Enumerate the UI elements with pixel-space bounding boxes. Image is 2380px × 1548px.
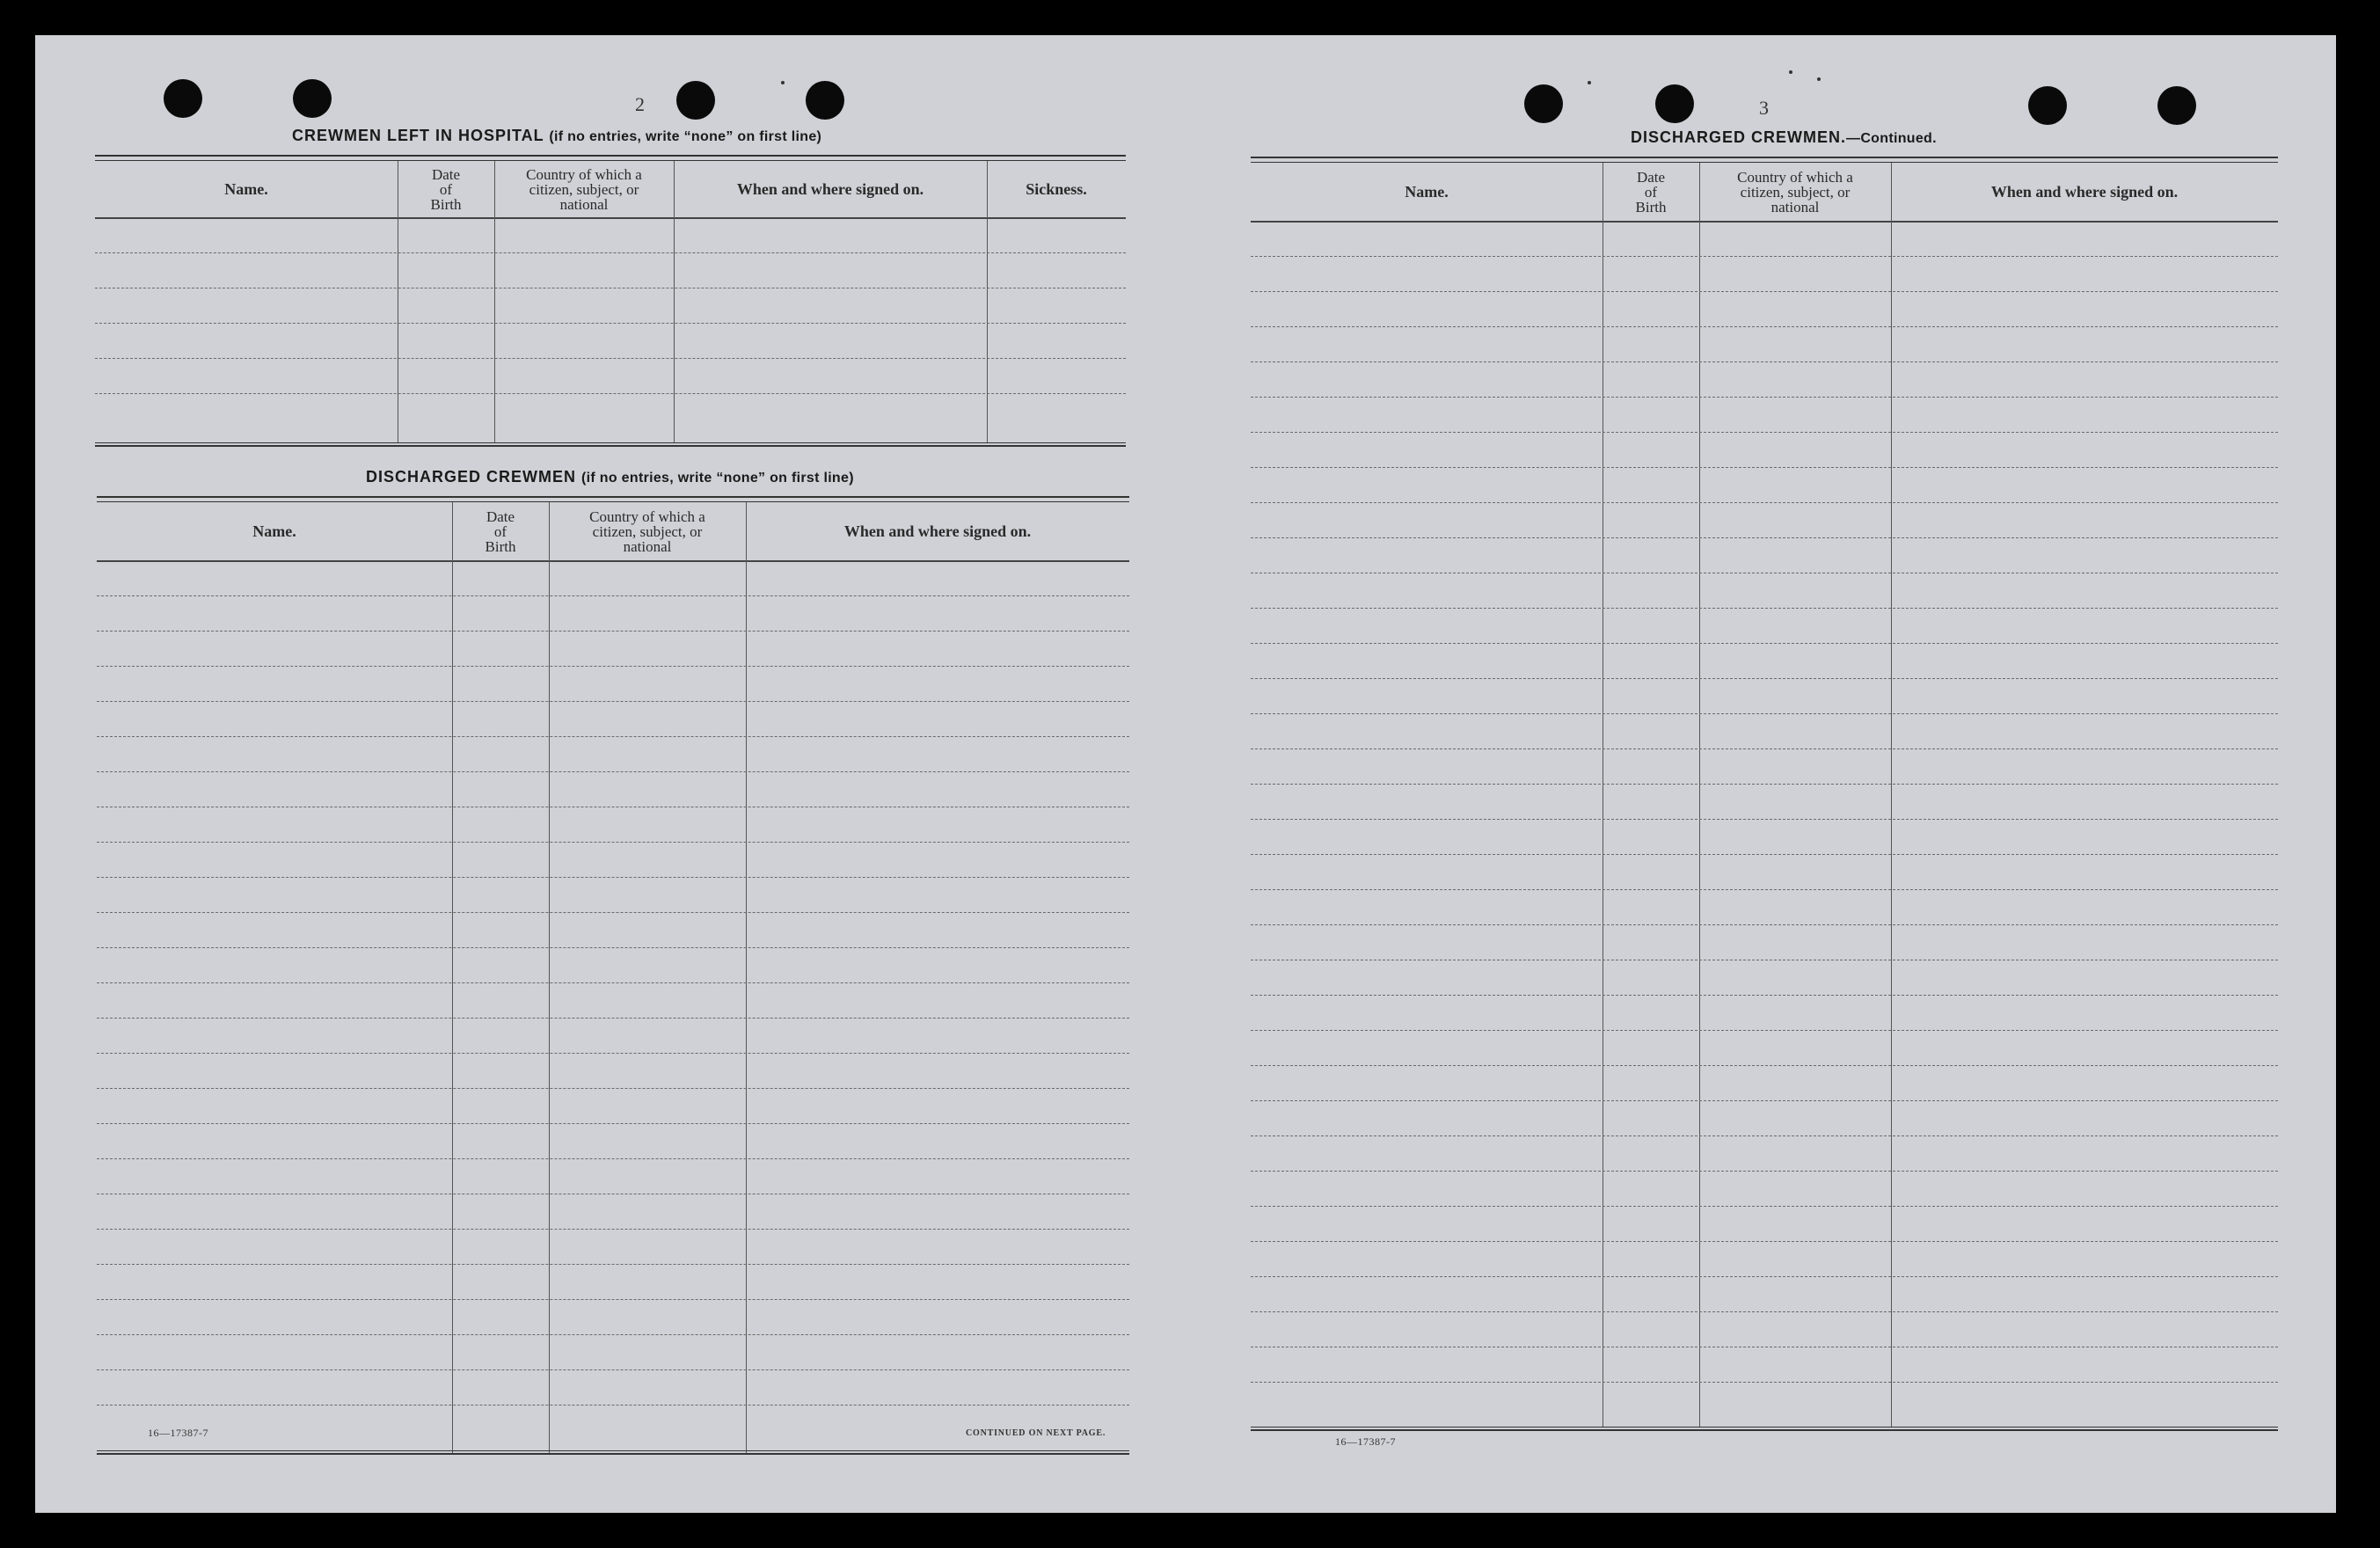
entry-row	[1251, 1206, 2278, 1207]
entry-row	[1251, 1171, 2278, 1172]
entry-row	[97, 595, 1129, 596]
entry-row	[1251, 256, 2278, 257]
entry-row	[97, 1053, 1129, 1054]
top-rule	[1251, 157, 2278, 163]
column-divider	[494, 161, 495, 442]
hospital-table	[95, 155, 1126, 447]
col-country-header: Country of which a citizen, subject, or national	[589, 507, 705, 555]
col-country-header: Country of which a citizen, subject, or national	[1737, 168, 1853, 215]
entry-row	[97, 1299, 1129, 1300]
column-divider	[1891, 163, 1892, 1428]
column-divider	[987, 161, 988, 442]
column-divider	[452, 502, 453, 1454]
entry-row	[1251, 995, 2278, 996]
entry-row	[97, 1405, 1129, 1406]
entry-row	[97, 982, 1129, 983]
entry-row	[1251, 924, 2278, 925]
entry-row	[1251, 291, 2278, 292]
entry-row	[97, 631, 1129, 632]
entry-row	[1251, 1241, 2278, 1242]
left-page	[88, 35, 1179, 1513]
entry-row	[1251, 502, 2278, 503]
column-divider	[1699, 163, 1700, 1428]
page-number: 2	[635, 93, 645, 115]
page-number: 3	[1759, 97, 1769, 119]
continued-note: CONTINUED ON NEXT PAGE.	[966, 1428, 1106, 1438]
entry-row	[1251, 608, 2278, 609]
entry-row	[1251, 1100, 2278, 1101]
entry-row	[97, 771, 1129, 772]
entry-row	[1251, 854, 2278, 855]
col-signed-header: When and where signed on.	[736, 179, 924, 198]
entry-row	[97, 1018, 1129, 1019]
continued-suffix: —Continued.	[1846, 131, 1937, 146]
entry-row	[1251, 326, 2278, 327]
entry-row	[1251, 678, 2278, 679]
discharged-section-title	[366, 468, 854, 486]
discharged-title-note: (if no entries, write “none” on first line)	[581, 471, 854, 486]
hospital-title-text: CREWMEN LEFT IN HOSPITAL	[292, 127, 544, 144]
discharged-continued-header	[1251, 163, 2278, 223]
ledger-sheet	[35, 35, 2336, 1513]
entry-row	[97, 736, 1129, 737]
hospital-title-note: (if no entries, write “none” on first line)	[549, 129, 822, 144]
col-dob-header: Date of Birth	[1635, 168, 1667, 215]
entry-row	[97, 1088, 1129, 1089]
entry-row	[97, 701, 1129, 702]
entry-row	[1251, 1382, 2278, 1383]
entry-row	[1251, 1135, 2278, 1136]
col-country-header: Country of which a citizen, subject, or national	[526, 165, 642, 213]
entry-row	[1251, 643, 2278, 644]
entry-row	[97, 877, 1129, 878]
entry-row	[97, 1123, 1129, 1124]
discharged-continued-title	[1631, 128, 1937, 147]
col-name-header: Name.	[224, 179, 268, 198]
column-divider	[674, 161, 675, 442]
discharged-title-text: DISCHARGED CREWMEN	[366, 468, 577, 486]
entry-row	[1251, 1311, 2278, 1312]
entry-row	[1251, 713, 2278, 714]
entry-row	[1251, 467, 2278, 468]
entry-row	[1251, 537, 2278, 538]
col-sickness-header: Sickness.	[1026, 179, 1087, 198]
hospital-section-title	[292, 127, 821, 145]
col-dob-header: Date of Birth	[485, 507, 516, 555]
entry-row	[1251, 1276, 2278, 1277]
discharged-table-left	[97, 496, 1129, 1455]
column-divider	[549, 502, 550, 1454]
discharged-continued-text: DISCHARGED CREWMEN.	[1631, 128, 1847, 146]
entry-row	[97, 1264, 1129, 1265]
bottom-rule	[1251, 1427, 2278, 1431]
entry-row	[1251, 1065, 2278, 1066]
hospital-table-header	[95, 161, 1126, 219]
entry-row	[1251, 397, 2278, 398]
entry-row	[1251, 432, 2278, 433]
entry-row	[95, 323, 1126, 324]
entry-row	[95, 252, 1126, 253]
entry-row	[1251, 784, 2278, 785]
entry-row	[97, 1158, 1129, 1159]
discharged-table-right	[1251, 157, 2278, 1432]
entry-row	[97, 1369, 1129, 1370]
col-name-header: Name.	[1405, 182, 1449, 201]
bottom-rule	[95, 442, 1126, 447]
entry-row	[97, 912, 1129, 913]
entry-row	[97, 947, 1129, 948]
column-divider	[746, 502, 747, 1454]
entry-row	[1251, 819, 2278, 820]
column-divider	[1602, 163, 1603, 1428]
form-number: 16—17387-7	[1335, 1435, 1396, 1448]
form-number: 16—17387-7	[148, 1427, 208, 1439]
entry-row	[95, 358, 1126, 359]
col-name-header: Name.	[252, 522, 296, 540]
entry-row	[97, 666, 1129, 667]
top-rule	[95, 155, 1126, 161]
entry-row	[97, 842, 1129, 843]
discharged-table-header	[97, 502, 1129, 562]
top-rule	[97, 496, 1129, 502]
bottom-rule	[97, 1450, 1129, 1455]
entry-row	[97, 1334, 1129, 1335]
entry-row	[1251, 361, 2278, 362]
entry-row	[1251, 748, 2278, 749]
right-page	[1240, 35, 2326, 1513]
entry-row	[1251, 1030, 2278, 1031]
entry-row	[97, 1229, 1129, 1230]
col-signed-header: When and where signed on.	[843, 522, 1032, 540]
entry-row	[1251, 889, 2278, 890]
col-dob-header: Date of Birth	[430, 165, 462, 213]
entry-row	[95, 393, 1126, 394]
col-signed-header: When and where signed on.	[1990, 182, 2179, 201]
